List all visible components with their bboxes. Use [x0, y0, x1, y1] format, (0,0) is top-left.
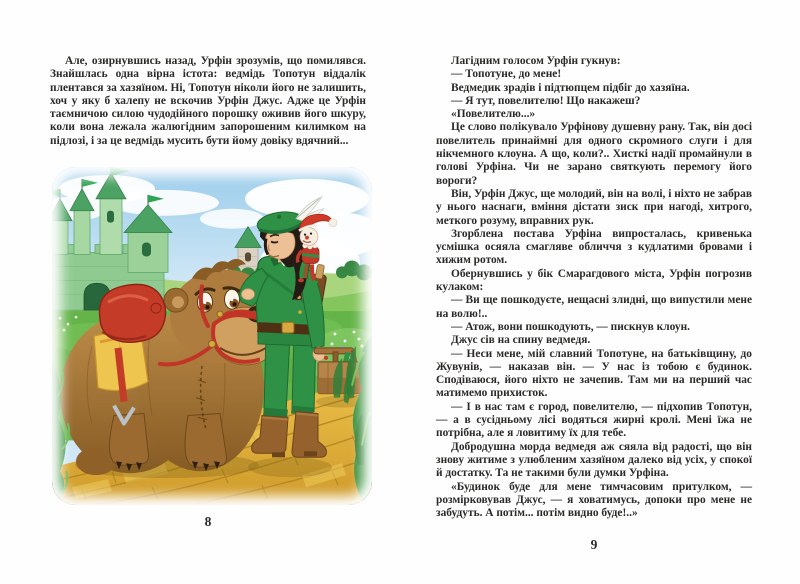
hand-on-bear [242, 289, 255, 300]
paragraph: — Ви ще пошкодуєте, нещасні злидні, що випустили мене на волю!.. [436, 294, 752, 320]
paragraph: «Повелителю...» [451, 108, 536, 121]
left-page-text [50, 55, 366, 148]
paragraph: — І в нас там є город, повелителю, — підхопив Топотун, — а в сусідньому лісі водяться жирні кролі. Мені їжа не потрібна, але я ловитиму їх для тебе. [436, 400, 752, 440]
page-number-left: 8 [204, 514, 212, 530]
paragraph: «Будинок буде для мене тимчасовим притулком, — розмірковував Джус, — я ховатимусь, допоки про мене не забудуть. А потім... потім видно буде!..» [436, 480, 752, 520]
illustration-svg [52, 167, 372, 505]
page-number-right: 9 [590, 537, 598, 553]
paragraph: — Атож, вони пошкодують, — пискнув клоун. [451, 320, 690, 333]
paragraph: Він, Урфін Джус, ще молодий, він на волі, і ніхто не забрав у нього наснаги, вміння дістати зиск при нагоді, хитрого, меткого розуму, вправних рук. [436, 187, 752, 227]
paragraph: Це слово полікувало Урфінову душевну рану. Так, він досі повелитель принаймні для одного скромного слуги і для нікчемного клоуна. А що, коли?.. Хисткі надії промайнули в голові Урфіна. Чи не зарано святкують перемогу його вороги? [436, 121, 752, 187]
belt-buckle [282, 322, 294, 333]
paragraph: — Неси мене, мій славний Топотуне, на батьківщину, до Жувунів, — наказав він. — У нас із тобою є будинок. Сподіваюся, його ніхто не зачепив. Там ми на перший час матимемо прихисток. [436, 347, 752, 400]
illustration [52, 167, 372, 505]
right-page [436, 55, 752, 553]
paragraph: Згорблена постава Урфіна випросталась, кривенька усмішка осяяла смагляве обличчя з кудлатими бровами і хижим ротом. [436, 227, 752, 267]
right-page-text [436, 55, 752, 520]
paragraph: Але, озирнувшись назад, Урфін зрозумів, що помилявся. Знайшлась одна вірна істота: ведмідь Топотун віддалік плентався за хазяїном. Ні, Топотун ніколи його не залишить, хоч у яку б халепу не вскочив Урфін Джус. Адже це Урфін таємничою силою чудодійного порошку оживив його шкуру, коли вона лежала жалюгідним запорошеним килимком на підлозі, і за це ведмідь мусить бути йому довіку вдячний... [50, 55, 366, 147]
paragraph: — Я тут, повелителю! Що накажеш? [451, 94, 641, 107]
paragraph: Ведмедик зрадів і підтюпцем підбіг до хазяїна. [451, 81, 690, 94]
left-page [50, 55, 366, 530]
paragraph: — Топотуне, до мене! [451, 68, 562, 81]
paragraph: Джус сів на спину ведмедя. [451, 334, 591, 347]
paragraph: Добродушна морда ведмедя аж сяяла від радості, що він знову житиме з улюбленим хазяїном далеко від усіх, у спокої й достатку. Та не такими були думки Урфіна. [436, 440, 752, 480]
paragraph: Лагідним голосом Урфін гукнув: [451, 55, 621, 67]
paragraph: Обернувшись у бік Смарагдового міста, Урфін погрозив кулаком: [436, 267, 752, 294]
